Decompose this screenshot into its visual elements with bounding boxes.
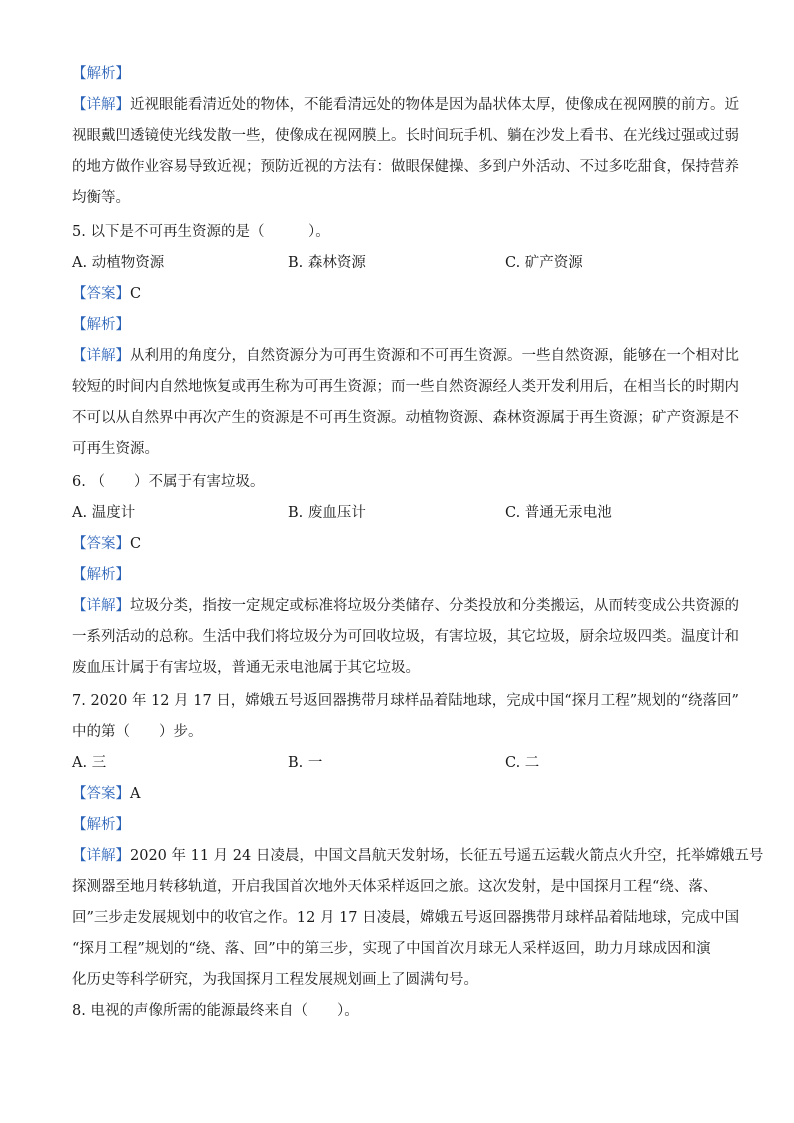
answer-value: A [130, 786, 141, 802]
explanation-line: 【详解】近视眼能看清近处的物体，不能看清远处的物体是因为晶状体太厚，使像成在视网膜的前方。近 [72, 97, 739, 113]
explanation-tag: 【详解】 [72, 598, 130, 614]
option-b: B. 森林资源 [288, 255, 366, 271]
analysis-heading [72, 810, 718, 841]
question-5: 5. 以下是不可再生资源的是（ ）。 [72, 224, 330, 240]
option-c: C. 二 [505, 755, 540, 771]
explanation-line: 【详解】从利用的角度分，自然资源分为可再生资源和不可再生资源。一些自然资源，能够在一个相对比 [72, 348, 739, 364]
explanation-line: 探测器至地月转移轨道，开启我国首次地外天体采样返回之旅。这次发射，是中国探月工程“绕、落、 [72, 879, 718, 895]
explanation-paragraph [72, 591, 739, 684]
option-b: B. 一 [288, 755, 323, 771]
option-a: A. 动植物资源 [72, 255, 165, 271]
analysis-heading [72, 310, 718, 341]
analysis-tag: 【解析】 [72, 317, 130, 333]
option-c: C. 普通无汞电池 [505, 505, 612, 521]
question-5-options [72, 248, 722, 279]
explanation-line: 化历史等科学研究，为我国探月工程发展规划画上了圆满句号。 [72, 972, 478, 988]
option-b: B. 废血压计 [288, 505, 366, 521]
explanation-line: “探月工程”规划的“绕、落、回”中的第三步，实现了中国首次月球无人采样返回，助力月球成因和演 [72, 941, 711, 957]
answer-line [72, 279, 718, 310]
option-c: C. 矿产资源 [505, 255, 583, 271]
explanation-line: 的地方做作业容易导致近视；预防近视的方法有：做眼保健操、多到户外活动、不过多吃甜食，保持营养 [72, 159, 739, 175]
answer-tag: 【答案】 [72, 286, 130, 302]
question-6: 6. （ ）不属于有害垃圾。 [72, 474, 265, 490]
explanation-tag: 【详解】 [72, 97, 130, 113]
answer-tag: 【答案】 [72, 786, 130, 802]
explanation-tag: 【详解】 [72, 848, 130, 864]
explanation-paragraph [72, 341, 739, 465]
question-6-options [72, 498, 722, 529]
answer-line [72, 779, 718, 810]
explanation-paragraph [72, 841, 764, 996]
explanation-line: 视眼戴凹透镜使光线发散一些，使像成在视网膜上。长时间玩手机、躺在沙发上看书、在光线过强或过弱 [72, 128, 739, 144]
analysis-tag: 【解析】 [72, 567, 130, 583]
analysis-tag: 【解析】 [72, 817, 130, 833]
explanation-tag: 【详解】 [72, 348, 130, 364]
analysis-heading [72, 59, 718, 90]
analysis-tag: 【解析】 [72, 66, 130, 82]
answer-value: C [130, 286, 142, 302]
answer-tag: 【答案】 [72, 536, 130, 552]
question-line: 7. 2020 年 12 月 17 日，嫦娥五号返回器携带月球样品着陆地球，完成中国“探月工程”规划的“绕落回” [72, 693, 739, 709]
question-7 [72, 686, 739, 748]
analysis-heading [72, 560, 718, 591]
answer-line [72, 529, 718, 560]
explanation-line: 不可以从自然界中再次产生的资源是不可再生资源。动植物资源、森林资源属于再生资源；矿产资源是不 [72, 410, 739, 426]
explanation-paragraph [72, 90, 739, 214]
explanation-line: 回”三步走发展规划中的收官之作。12 月 17 日凌晨，嫦娥五号返回器携带月球样品着陆地球，完成中国 [72, 910, 740, 926]
explanation-line: 【详解】垃圾分类，指按一定规定或标准将垃圾分类储存、分类投放和分类搬运，从而转变成公共资源的 [72, 598, 739, 614]
explanation-line: 【详解】2020 年 11 月 24 日凌晨，中国文昌航天发射场，长征五号遥五运载火箭点火升空，托举嫦娥五号 [72, 848, 764, 864]
question-7-options [72, 748, 722, 779]
explanation-line: 可再生资源。 [72, 441, 159, 457]
answer-value: C [130, 536, 142, 552]
question-8: 8. 电视的声像所需的能源最终来自（ ）。 [72, 1003, 359, 1019]
question-line: 中的第（ ）步。 [72, 724, 203, 740]
option-a: A. 温度计 [72, 505, 136, 521]
option-a: A. 三 [72, 755, 107, 771]
explanation-line: 废血压计属于有害垃圾，普通无汞电池属于其它垃圾。 [72, 660, 420, 676]
explanation-line: 均衡等。 [72, 190, 130, 206]
explanation-line: 一系列活动的总称。生活中我们将垃圾分为可回收垃圾，有害垃圾，其它垃圾，厨余垃圾四类。温度计和 [72, 629, 739, 645]
explanation-line: 较短的时间内自然地恢复或再生称为可再生资源；而一些自然资源经人类开发利用后，在相当长的时期内 [72, 379, 739, 395]
